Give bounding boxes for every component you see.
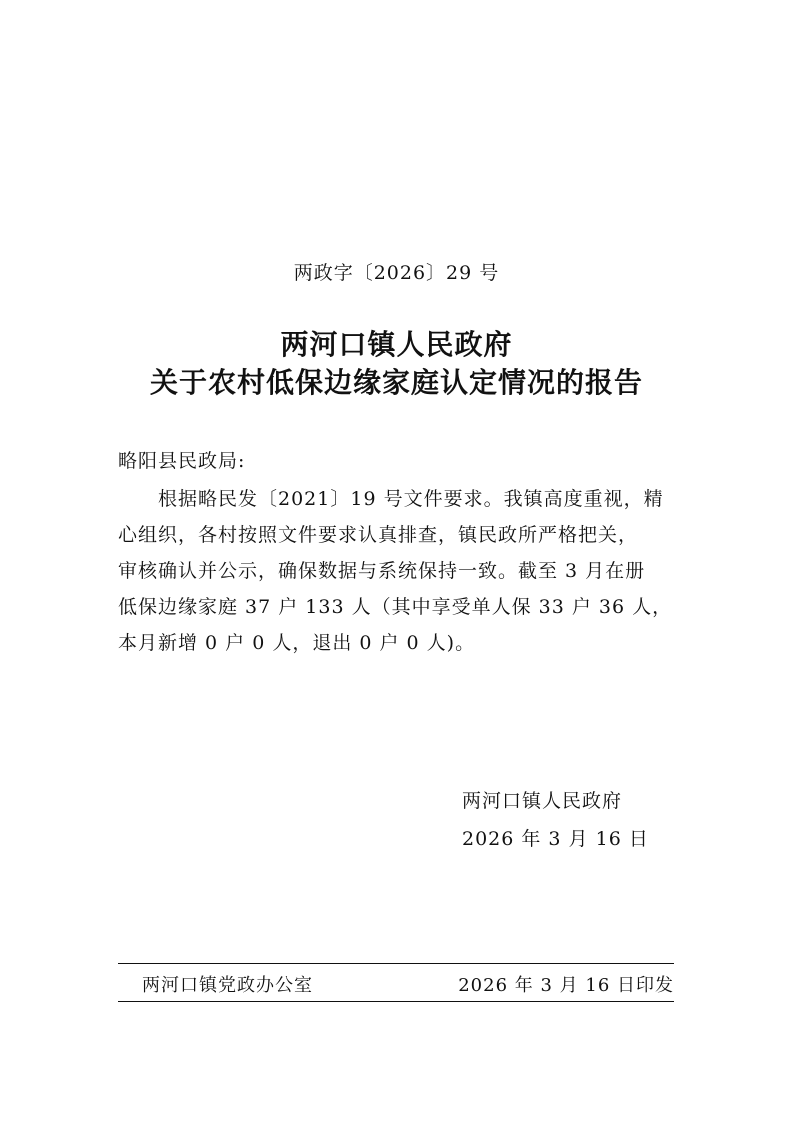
addressee: 略阳县民政局: bbox=[118, 450, 246, 472]
doc-number: 两政字〔2026〕29 号 bbox=[293, 262, 500, 284]
signature-org: 两河口镇人民政府 bbox=[462, 790, 623, 812]
footer-issuer: 两河口镇党政办公室 bbox=[142, 975, 313, 996]
signature-block bbox=[462, 782, 649, 858]
body-paragraph bbox=[118, 481, 678, 661]
title-line-1: 两河口镇人民政府 bbox=[280, 328, 513, 361]
footer-rule-bottom bbox=[118, 1001, 674, 1002]
page-title bbox=[0, 326, 793, 402]
footer-rule-top bbox=[118, 963, 674, 964]
body-line: 本月新增 0 户 0 人，退出 0 户 0 人)。 bbox=[118, 632, 476, 654]
body-line: 低保边缘家庭 37 户 133 人（其中享受单人保 33 户 36 人， bbox=[118, 596, 673, 618]
body-line: 心组织，各村按照文件要求认真排查，镇民政所严格把关， bbox=[118, 524, 639, 546]
signature-date: 2026 年 3 月 16 日 bbox=[462, 828, 649, 850]
body-line: 根据略民发〔2021〕19 号文件要求。我镇高度重视，精 bbox=[158, 488, 664, 510]
title-line-2: 关于农村低保边缘家庭认定情况的报告 bbox=[149, 366, 643, 399]
body-line: 审核确认并公示，确保数据与系统保持一致。截至 3 月在册 bbox=[118, 560, 646, 582]
footer-issue-date: 2026 年 3 月 16 日印发 bbox=[458, 975, 674, 996]
